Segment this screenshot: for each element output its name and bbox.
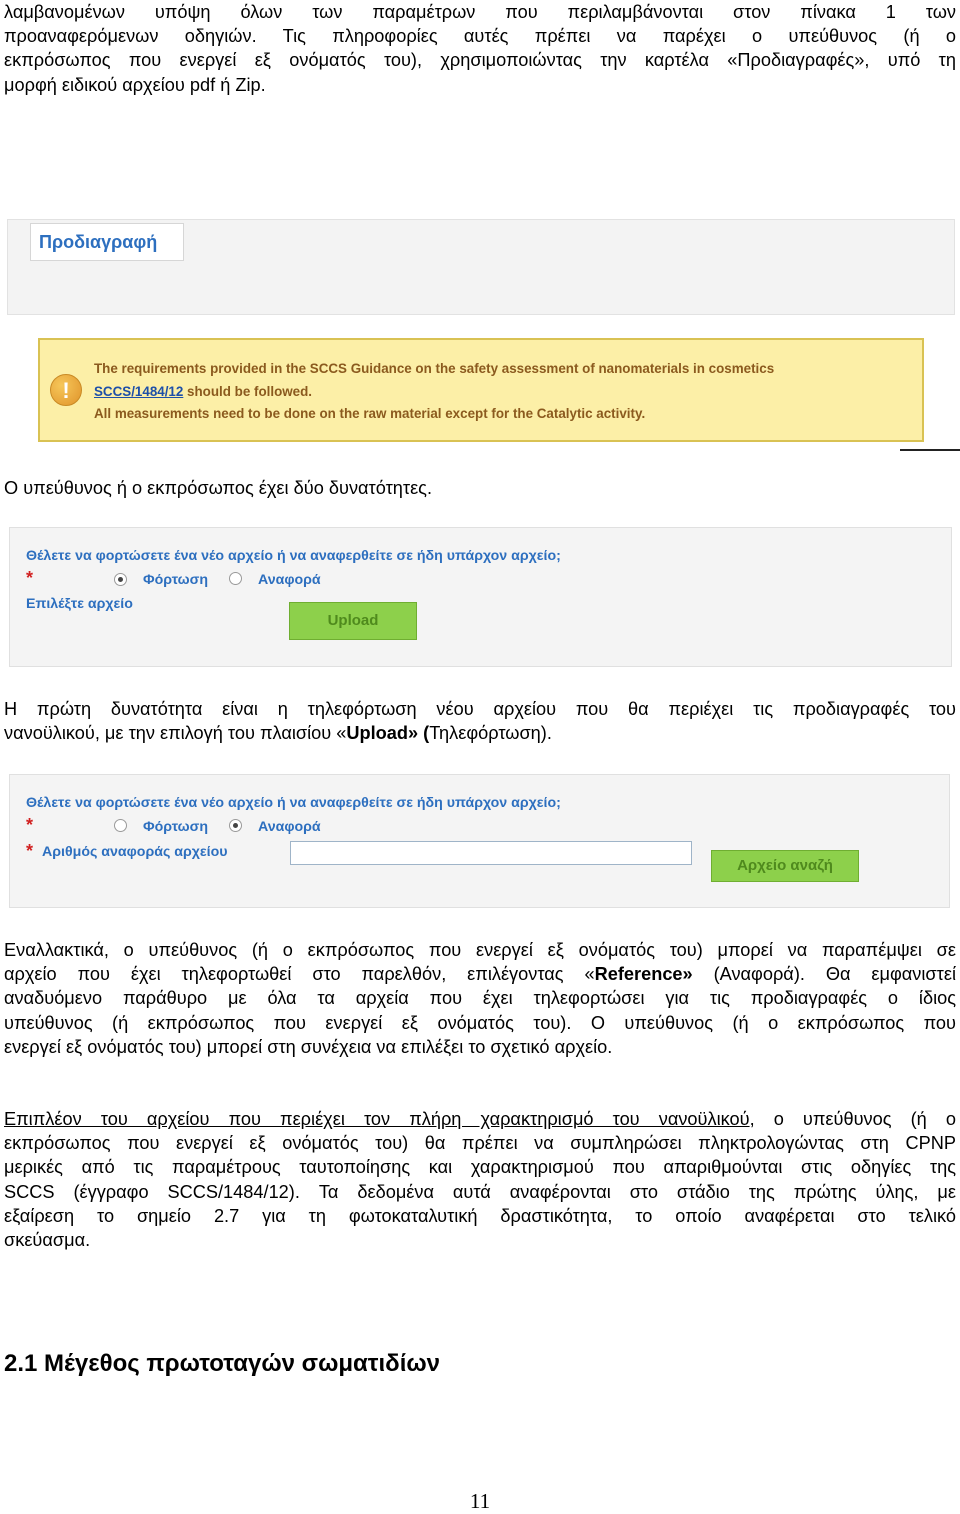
reference-number-label: Αριθμός αναφοράς αρχείου	[42, 844, 228, 860]
intro-line-3: εκπρόσωπος που ενεργεί εξ ονόματός του), χρησιμοποιώντας την καρτέλα «Προδιαγραφές», υπό τη	[4, 50, 956, 71]
radio-upload[interactable]	[114, 819, 127, 832]
first-option-line-1: Η πρώτη δυνατότητα είναι η τηλεφόρτωση νέου αρχείου που θα περιέχει τις προδιαγραφές του	[4, 699, 956, 719]
first-option-line-2-bold: Upload» (	[346, 723, 430, 744]
alternative-paragraph	[4, 938, 956, 1059]
reference-question: Θέλετε να φορτώσετε ένα νέο αρχείο ή να αναφερθείτε σε ήδη υπάρχον αρχείο;	[26, 795, 561, 811]
more-line-1-underlined: Επιπλέον του αρχείου που περιέχει τον πλήρη χαρακτηρισμό του νανοϋλικού	[4, 1109, 750, 1129]
radio-upload-label: Φόρτωση	[143, 572, 208, 588]
required-asterisk-2: *	[26, 841, 34, 861]
warning-line-2	[94, 384, 312, 399]
more-line-6: σκεύασμα.	[4, 1230, 91, 1251]
alt-line-5: ενεργεί εξ ονόματός του) μπορεί στη συνέχεια να επιλέξει το σχετικό αρχείο.	[4, 1036, 613, 1057]
options-paragraph: Ο υπεύθυνος ή ο εκπρόσωπος έχει δύο δυνατότητες.	[4, 478, 433, 498]
radio-reference[interactable]	[229, 819, 242, 832]
intro-line-1: λαμβανομένων υπόψη όλων των παραμέτρων που περιλαμβάνονται στον πίνακα 1 των	[4, 2, 956, 22]
additional-paragraph	[4, 1107, 956, 1252]
alt-line-4: υπεύθυνος (ή εκπρόσωπος που ενεργεί εξ ονόματός του). Ο υπεύθυνος (ή ο εκπρόσωπος που	[4, 1012, 956, 1033]
warning-icon: !	[50, 374, 82, 406]
first-option-line-2-b: Τηλεφόρτωση).	[429, 723, 552, 744]
more-line-4: SCCS (έγγραφο SCCS/1484/12). Τα δεδομένα αυτά αναφέρονται στο στάδιο της πρώτης ύλης, με	[4, 1181, 956, 1202]
warning-line-3: All measurements need to be done on the raw material except for the Catalytic activity.	[94, 406, 646, 421]
radio-upload-label: Φόρτωση	[143, 819, 208, 835]
intro-paragraph	[4, 0, 956, 97]
reference-number-input[interactable]	[290, 841, 692, 865]
more-line-3: μερικές από τις παραμέτρους ταυτοποίησης και χαρακτηρισμού που απαριθμούνται στις οδηγίες της	[4, 1157, 956, 1178]
radio-reference-label: Αναφορά	[258, 572, 321, 588]
radio-reference[interactable]	[229, 572, 242, 585]
choose-file-label: Επιλέξτε αρχείο	[26, 596, 133, 612]
more-line-1-rest: , ο υπεύθυνος (ή ο	[749, 1109, 956, 1129]
specification-tab-panel	[7, 219, 955, 315]
reference-form-panel	[9, 774, 950, 908]
more-line-5: εξαίρεση το σημείο 2.7 για τη φωτοκαταλυτική δραστικότητα, το οποίο αναφέρεται στο τελικό	[4, 1205, 956, 1226]
warning-line-2-rest: should be followed.	[183, 384, 313, 399]
divider	[900, 449, 960, 451]
page-number: 11	[469, 1489, 491, 1513]
alt-line-1: Εναλλακτικά, ο υπεύθυνος (ή ο εκπρόσωπος που ενεργεί εξ ονόματός του) μπορεί να παραπέμψει σε	[4, 940, 956, 960]
first-option-line-2	[4, 721, 956, 745]
first-option-line-2-a: νανοϋλικού, με την επιλογή του πλαισίου «	[4, 723, 347, 744]
file-search-button[interactable]: Αρχείο αναζή	[711, 850, 859, 882]
intro-line-2: προαναφερόμενων οδηγιών. Τις πληροφορίες αυτές πρέπει να παρέχει ο υπεύθυνος (ή ο	[4, 26, 956, 47]
upload-button[interactable]: Upload	[289, 602, 417, 640]
radio-reference-label: Αναφορά	[258, 819, 321, 835]
alt-line-2-a: αρχείο που έχει τηλεφορτωθεί στο παρελθόν, επιλέγοντας «	[4, 964, 595, 985]
warning-box	[38, 338, 924, 442]
required-asterisk: *	[26, 815, 34, 835]
sccs-link[interactable]: SCCS/1484/12	[94, 384, 184, 399]
more-line-2: εκπρόσωπος που ενεργεί εξ ονόματός του) θα πρέπει να συμπληρώσει πληκτρολογώντας στη CPNP	[4, 1133, 956, 1154]
upload-question: Θέλετε να φορτώσετε ένα νέο αρχείο ή να αναφερθείτε σε ήδη υπάρχον αρχείο;	[26, 548, 561, 564]
alt-line-2-b: (Αναφορά). Θα εμφανιστεί	[692, 964, 956, 985]
tab-specification[interactable]: Προδιαγραφή	[30, 223, 184, 261]
section-heading: 2.1 Μέγεθος πρωτοταγών σωματιδίων	[4, 1350, 441, 1377]
intro-line-4: μορφή ειδικού αρχείου pdf ή Zip.	[4, 74, 266, 95]
more-line-1	[4, 1107, 956, 1131]
alt-line-2-bold: Reference»	[594, 964, 693, 985]
first-option-paragraph	[4, 697, 956, 745]
alt-line-3: αναδυόμενο παράθυρο με όλα τα αρχεία που έχει τηλεφορτώσει για τις προδιαγραφές ο ίδιος	[4, 988, 956, 1009]
radio-upload[interactable]	[114, 573, 127, 586]
warning-line-1: The requirements provided in the SCCS Guidance on the safety assessment of nanomaterials in cosmetics	[94, 361, 775, 376]
upload-form-panel	[9, 527, 952, 667]
required-asterisk: *	[26, 568, 34, 588]
alt-line-2	[4, 962, 956, 986]
